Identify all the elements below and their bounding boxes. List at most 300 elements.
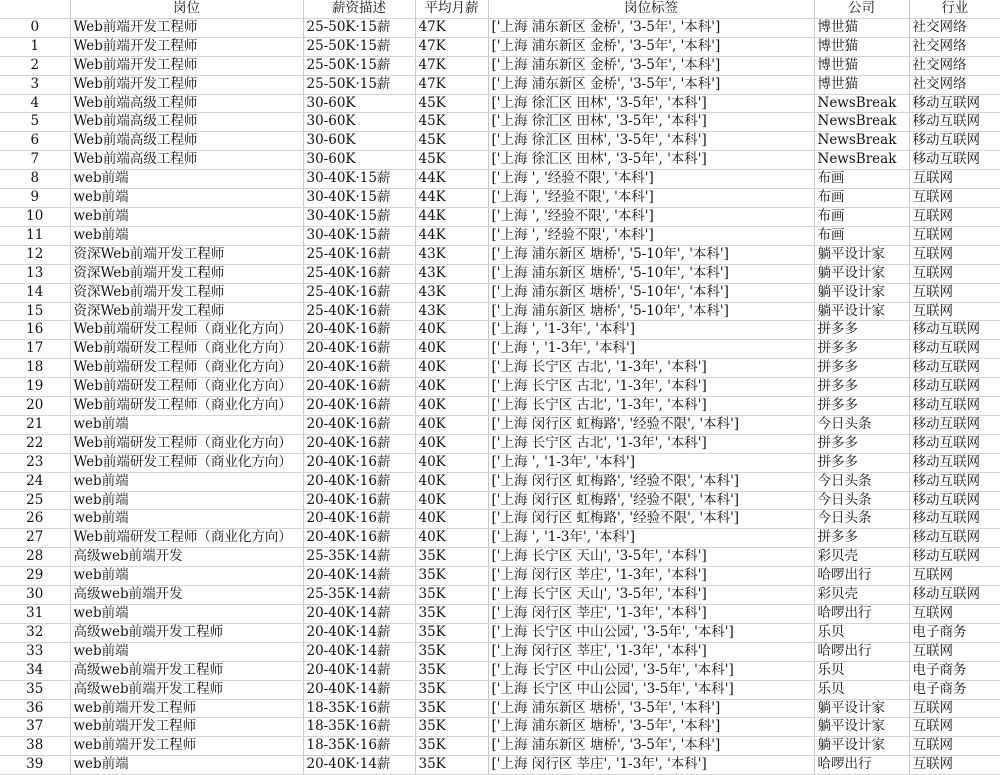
row-index: 28 <box>0 548 70 567</box>
tags-cell: ['上海 长宁区 中山公园', '3-5年', '本科'] <box>488 661 814 680</box>
position-cell: web前端开发工程师 <box>70 737 303 756</box>
table-row <box>0 453 1000 472</box>
avg-salary-cell: 44K <box>415 189 488 208</box>
industry-cell: 移动互联网 <box>909 434 1000 453</box>
table-row <box>0 529 1000 548</box>
company-cell: 布画 <box>814 226 909 245</box>
salary-cell: 20-40K·16薪 <box>303 453 415 472</box>
company-cell: 躺平设计家 <box>814 699 909 718</box>
avg-salary-cell: 44K <box>415 226 488 245</box>
salary-cell: 20-40K·16薪 <box>303 510 415 529</box>
company-cell: 拼多多 <box>814 378 909 397</box>
salary-cell: 25-40K·16薪 <box>303 245 415 264</box>
table-row <box>0 397 1000 416</box>
company-cell: 博世猫 <box>814 18 909 37</box>
avg-salary-cell: 35K <box>415 680 488 699</box>
company-cell: 躺平设计家 <box>814 737 909 756</box>
company-cell: NewsBreak <box>814 132 909 151</box>
avg-salary-cell: 40K <box>415 359 488 378</box>
table-row <box>0 245 1000 264</box>
row-index: 16 <box>0 321 70 340</box>
row-index: 11 <box>0 226 70 245</box>
company-cell: 躺平设计家 <box>814 264 909 283</box>
avg-salary-cell: 40K <box>415 472 488 491</box>
industry-cell: 移动互联网 <box>909 151 1000 170</box>
header-avg-salary: 平均月薪 <box>415 0 488 18</box>
avg-salary-cell: 35K <box>415 605 488 624</box>
tags-cell: ['上海 闵行区 虹梅路', '经验不限', '本科'] <box>488 415 814 434</box>
avg-salary-cell: 35K <box>415 737 488 756</box>
industry-cell: 互联网 <box>909 756 1000 775</box>
avg-salary-cell: 35K <box>415 623 488 642</box>
salary-cell: 30-60K <box>303 113 415 132</box>
industry-cell: 移动互联网 <box>909 586 1000 605</box>
table-row <box>0 567 1000 586</box>
row-index: 0 <box>0 18 70 37</box>
table-row <box>0 94 1000 113</box>
company-cell: 博世猫 <box>814 37 909 56</box>
position-cell: Web前端开发工程师 <box>70 56 303 75</box>
row-index: 34 <box>0 661 70 680</box>
tags-cell: ['上海 浦东新区 金桥', '3-5年', '本科'] <box>488 37 814 56</box>
avg-salary-cell: 47K <box>415 18 488 37</box>
avg-salary-cell: 40K <box>415 378 488 397</box>
company-cell: 拼多多 <box>814 529 909 548</box>
industry-cell: 移动互联网 <box>909 113 1000 132</box>
position-cell: 高级web前端开发工程师 <box>70 661 303 680</box>
salary-cell: 20-40K·16薪 <box>303 472 415 491</box>
industry-cell: 互联网 <box>909 302 1000 321</box>
salary-cell: 25-50K·15薪 <box>303 75 415 94</box>
table-row <box>0 680 1000 699</box>
row-index: 14 <box>0 283 70 302</box>
row-index: 29 <box>0 567 70 586</box>
tags-cell: ['上海 闵行区 虹梅路', '经验不限', '本科'] <box>488 510 814 529</box>
salary-cell: 30-40K·15薪 <box>303 189 415 208</box>
industry-cell: 移动互联网 <box>909 415 1000 434</box>
tags-cell: ['上海 长宁区 古北', '1-3年', '本科'] <box>488 359 814 378</box>
industry-cell: 移动互联网 <box>909 397 1000 416</box>
tags-cell: ['上海 浦东新区 塘桥', '5-10年', '本科'] <box>488 264 814 283</box>
position-cell: 资深Web前端开发工程师 <box>70 245 303 264</box>
salary-cell: 25-50K·15薪 <box>303 56 415 75</box>
row-index: 3 <box>0 75 70 94</box>
industry-cell: 互联网 <box>909 264 1000 283</box>
company-cell: 今日头条 <box>814 472 909 491</box>
table-row <box>0 510 1000 529</box>
company-cell: 拼多多 <box>814 453 909 472</box>
salary-cell: 25-40K·16薪 <box>303 264 415 283</box>
industry-cell: 社交网络 <box>909 18 1000 37</box>
row-index: 26 <box>0 510 70 529</box>
header-position: 岗位 <box>70 0 303 18</box>
company-cell: 拼多多 <box>814 359 909 378</box>
table-row <box>0 340 1000 359</box>
avg-salary-cell: 35K <box>415 586 488 605</box>
industry-cell: 移动互联网 <box>909 491 1000 510</box>
industry-cell: 移动互联网 <box>909 548 1000 567</box>
position-cell: web前端 <box>70 756 303 775</box>
row-index: 21 <box>0 415 70 434</box>
position-cell: Web前端研发工程师（商业化方向） <box>70 397 303 416</box>
row-index: 1 <box>0 37 70 56</box>
salary-cell: 25-50K·15薪 <box>303 18 415 37</box>
row-index: 27 <box>0 529 70 548</box>
industry-cell: 移动互联网 <box>909 472 1000 491</box>
avg-salary-cell: 35K <box>415 548 488 567</box>
table-row <box>0 264 1000 283</box>
tags-cell: ['上海 长宁区 古北', '1-3年', '本科'] <box>488 378 814 397</box>
salary-cell: 20-40K·14薪 <box>303 756 415 775</box>
tags-cell: ['上海 ', '1-3年', '本科'] <box>488 453 814 472</box>
avg-salary-cell: 40K <box>415 415 488 434</box>
position-cell: web前端 <box>70 472 303 491</box>
tags-cell: ['上海 徐汇区 田林', '3-5年', '本科'] <box>488 151 814 170</box>
row-index: 24 <box>0 472 70 491</box>
table-row <box>0 359 1000 378</box>
row-index: 38 <box>0 737 70 756</box>
avg-salary-cell: 43K <box>415 245 488 264</box>
salary-cell: 20-40K·14薪 <box>303 623 415 642</box>
industry-cell: 移动互联网 <box>909 359 1000 378</box>
company-cell: 乐贝 <box>814 680 909 699</box>
salary-cell: 20-40K·16薪 <box>303 340 415 359</box>
industry-cell: 移动互联网 <box>909 378 1000 397</box>
tags-cell: ['上海 闵行区 莘庄', '1-3年', '本科'] <box>488 756 814 775</box>
industry-cell: 移动互联网 <box>909 453 1000 472</box>
table-row <box>0 151 1000 170</box>
row-index: 4 <box>0 94 70 113</box>
industry-cell: 移动互联网 <box>909 132 1000 151</box>
tags-cell: ['上海 ', '经验不限', '本科'] <box>488 189 814 208</box>
industry-cell: 互联网 <box>909 226 1000 245</box>
row-index: 8 <box>0 170 70 189</box>
table-row <box>0 623 1000 642</box>
salary-cell: 18-35K·16薪 <box>303 737 415 756</box>
tags-cell: ['上海 浦东新区 塘桥', '5-10年', '本科'] <box>488 245 814 264</box>
position-cell: 资深Web前端开发工程师 <box>70 264 303 283</box>
row-index: 12 <box>0 245 70 264</box>
salary-cell: 18-35K·16薪 <box>303 718 415 737</box>
table-row <box>0 718 1000 737</box>
table-row <box>0 302 1000 321</box>
avg-salary-cell: 40K <box>415 397 488 416</box>
position-cell: web前端 <box>70 207 303 226</box>
salary-cell: 20-40K·16薪 <box>303 321 415 340</box>
table-row <box>0 699 1000 718</box>
table-row <box>0 472 1000 491</box>
position-cell: 高级web前端开发 <box>70 548 303 567</box>
company-cell: 躺平设计家 <box>814 718 909 737</box>
industry-cell: 社交网络 <box>909 75 1000 94</box>
industry-cell: 移动互联网 <box>909 529 1000 548</box>
table-row <box>0 378 1000 397</box>
table-row <box>0 207 1000 226</box>
table-row <box>0 756 1000 775</box>
company-cell: 彩贝壳 <box>814 586 909 605</box>
position-cell: Web前端开发工程师 <box>70 37 303 56</box>
company-cell: 哈啰出行 <box>814 756 909 775</box>
row-index: 5 <box>0 113 70 132</box>
position-cell: web前端 <box>70 170 303 189</box>
row-index: 6 <box>0 132 70 151</box>
position-cell: Web前端高级工程师 <box>70 132 303 151</box>
row-index: 18 <box>0 359 70 378</box>
company-cell: 哈啰出行 <box>814 567 909 586</box>
table-row <box>0 605 1000 624</box>
salary-cell: 30-60K <box>303 94 415 113</box>
company-cell: 今日头条 <box>814 415 909 434</box>
avg-salary-cell: 45K <box>415 113 488 132</box>
position-cell: web前端 <box>70 226 303 245</box>
company-cell: NewsBreak <box>814 94 909 113</box>
avg-salary-cell: 47K <box>415 37 488 56</box>
position-cell: Web前端研发工程师（商业化方向） <box>70 434 303 453</box>
salary-cell: 30-40K·15薪 <box>303 226 415 245</box>
tags-cell: ['上海 ', '经验不限', '本科'] <box>488 226 814 245</box>
salary-cell: 20-40K·16薪 <box>303 491 415 510</box>
row-index: 39 <box>0 756 70 775</box>
company-cell: 拼多多 <box>814 340 909 359</box>
position-cell: Web前端研发工程师（商业化方向） <box>70 359 303 378</box>
header-tags: 岗位标签 <box>488 0 814 18</box>
tags-cell: ['上海 ', '1-3年', '本科'] <box>488 340 814 359</box>
position-cell: web前端 <box>70 189 303 208</box>
company-cell: 躺平设计家 <box>814 283 909 302</box>
table-row <box>0 56 1000 75</box>
row-index: 33 <box>0 642 70 661</box>
salary-cell: 25-35K·14薪 <box>303 586 415 605</box>
salary-cell: 20-40K·14薪 <box>303 680 415 699</box>
industry-cell: 移动互联网 <box>909 94 1000 113</box>
company-cell: 今日头条 <box>814 491 909 510</box>
row-index: 2 <box>0 56 70 75</box>
company-cell: 乐贝 <box>814 623 909 642</box>
salary-cell: 30-60K <box>303 151 415 170</box>
industry-cell: 社交网络 <box>909 37 1000 56</box>
industry-cell: 互联网 <box>909 245 1000 264</box>
industry-cell: 移动互联网 <box>909 340 1000 359</box>
company-cell: 拼多多 <box>814 434 909 453</box>
industry-cell: 互联网 <box>909 737 1000 756</box>
salary-cell: 20-40K·14薪 <box>303 567 415 586</box>
table-row <box>0 415 1000 434</box>
table-row <box>0 113 1000 132</box>
row-index: 10 <box>0 207 70 226</box>
row-index: 9 <box>0 189 70 208</box>
row-index: 17 <box>0 340 70 359</box>
tags-cell: ['上海 长宁区 中山公园', '3-5年', '本科'] <box>488 623 814 642</box>
avg-salary-cell: 40K <box>415 510 488 529</box>
salary-cell: 20-40K·16薪 <box>303 415 415 434</box>
tags-cell: ['上海 浦东新区 塘桥', '3-5年', '本科'] <box>488 737 814 756</box>
salary-cell: 30-40K·15薪 <box>303 207 415 226</box>
company-cell: 博世猫 <box>814 75 909 94</box>
salary-cell: 25-40K·16薪 <box>303 283 415 302</box>
position-cell: Web前端研发工程师（商业化方向） <box>70 340 303 359</box>
header-row <box>0 0 1000 18</box>
tags-cell: ['上海 ', '经验不限', '本科'] <box>488 170 814 189</box>
table-row <box>0 661 1000 680</box>
industry-cell: 社交网络 <box>909 56 1000 75</box>
industry-cell: 互联网 <box>909 605 1000 624</box>
tags-cell: ['上海 长宁区 天山', '3-5年', '本科'] <box>488 548 814 567</box>
salary-cell: 20-40K·16薪 <box>303 434 415 453</box>
industry-cell: 移动互联网 <box>909 510 1000 529</box>
industry-cell: 互联网 <box>909 642 1000 661</box>
salary-cell: 20-40K·14薪 <box>303 661 415 680</box>
tags-cell: ['上海 长宁区 古北', '1-3年', '本科'] <box>488 397 814 416</box>
row-index: 30 <box>0 586 70 605</box>
salary-cell: 20-40K·16薪 <box>303 529 415 548</box>
table-row <box>0 37 1000 56</box>
tags-cell: ['上海 长宁区 天山', '3-5年', '本科'] <box>488 586 814 605</box>
avg-salary-cell: 43K <box>415 302 488 321</box>
company-cell: 布画 <box>814 189 909 208</box>
industry-cell: 互联网 <box>909 567 1000 586</box>
avg-salary-cell: 40K <box>415 434 488 453</box>
position-cell: Web前端研发工程师（商业化方向） <box>70 453 303 472</box>
avg-salary-cell: 40K <box>415 529 488 548</box>
table-row <box>0 132 1000 151</box>
industry-cell: 互联网 <box>909 189 1000 208</box>
position-cell: 资深Web前端开发工程师 <box>70 283 303 302</box>
tags-cell: ['上海 浦东新区 塘桥', '3-5年', '本科'] <box>488 699 814 718</box>
avg-salary-cell: 35K <box>415 699 488 718</box>
table-row <box>0 189 1000 208</box>
tags-cell: ['上海 ', '1-3年', '本科'] <box>488 321 814 340</box>
position-cell: Web前端高级工程师 <box>70 94 303 113</box>
row-index: 15 <box>0 302 70 321</box>
avg-salary-cell: 43K <box>415 283 488 302</box>
avg-salary-cell: 35K <box>415 567 488 586</box>
avg-salary-cell: 35K <box>415 718 488 737</box>
avg-salary-cell: 47K <box>415 56 488 75</box>
industry-cell: 互联网 <box>909 699 1000 718</box>
row-index: 23 <box>0 453 70 472</box>
avg-salary-cell: 35K <box>415 661 488 680</box>
position-cell: Web前端开发工程师 <box>70 75 303 94</box>
table-row <box>0 321 1000 340</box>
avg-salary-cell: 45K <box>415 132 488 151</box>
company-cell: 彩贝壳 <box>814 548 909 567</box>
position-cell: Web前端研发工程师（商业化方向） <box>70 378 303 397</box>
avg-salary-cell: 45K <box>415 151 488 170</box>
salary-cell: 30-60K <box>303 132 415 151</box>
salary-cell: 20-40K·14薪 <box>303 605 415 624</box>
avg-salary-cell: 44K <box>415 207 488 226</box>
row-index: 37 <box>0 718 70 737</box>
position-cell: Web前端研发工程师（商业化方向） <box>70 321 303 340</box>
tags-cell: ['上海 浦东新区 金桥', '3-5年', '本科'] <box>488 18 814 37</box>
row-index: 20 <box>0 397 70 416</box>
table-row <box>0 170 1000 189</box>
avg-salary-cell: 35K <box>415 756 488 775</box>
salary-cell: 20-40K·14薪 <box>303 642 415 661</box>
position-cell: web前端 <box>70 491 303 510</box>
position-cell: web前端 <box>70 510 303 529</box>
tags-cell: ['上海 浦东新区 塘桥', '5-10年', '本科'] <box>488 283 814 302</box>
table-row <box>0 283 1000 302</box>
industry-cell: 电子商务 <box>909 623 1000 642</box>
table-row <box>0 226 1000 245</box>
table-row <box>0 491 1000 510</box>
table-row <box>0 586 1000 605</box>
position-cell: 资深Web前端开发工程师 <box>70 302 303 321</box>
company-cell: 躺平设计家 <box>814 245 909 264</box>
table-row <box>0 548 1000 567</box>
table-row <box>0 18 1000 37</box>
position-cell: web前端 <box>70 567 303 586</box>
industry-cell: 互联网 <box>909 283 1000 302</box>
salary-cell: 20-40K·16薪 <box>303 378 415 397</box>
company-cell: 今日头条 <box>814 510 909 529</box>
salary-cell: 30-40K·15薪 <box>303 170 415 189</box>
tags-cell: ['上海 ', '1-3年', '本科'] <box>488 529 814 548</box>
position-cell: 高级web前端开发工程师 <box>70 623 303 642</box>
company-cell: 乐贝 <box>814 661 909 680</box>
position-cell: web前端 <box>70 415 303 434</box>
row-index: 35 <box>0 680 70 699</box>
tags-cell: ['上海 浦东新区 金桥', '3-5年', '本科'] <box>488 56 814 75</box>
position-cell: web前端 <box>70 605 303 624</box>
position-cell: 高级web前端开发 <box>70 586 303 605</box>
row-index: 22 <box>0 434 70 453</box>
industry-cell: 电子商务 <box>909 661 1000 680</box>
avg-salary-cell: 40K <box>415 491 488 510</box>
industry-cell: 互联网 <box>909 207 1000 226</box>
avg-salary-cell: 45K <box>415 94 488 113</box>
table-row <box>0 737 1000 756</box>
row-index: 13 <box>0 264 70 283</box>
company-cell: NewsBreak <box>814 151 909 170</box>
table-row <box>0 642 1000 661</box>
row-index: 19 <box>0 378 70 397</box>
table-row <box>0 75 1000 94</box>
tags-cell: ['上海 长宁区 中山公园', '3-5年', '本科'] <box>488 680 814 699</box>
position-cell: Web前端高级工程师 <box>70 113 303 132</box>
company-cell: 躺平设计家 <box>814 302 909 321</box>
tags-cell: ['上海 闵行区 虹梅路', '经验不限', '本科'] <box>488 491 814 510</box>
position-cell: Web前端研发工程师（商业化方向） <box>70 529 303 548</box>
tags-cell: ['上海 徐汇区 田林', '3-5年', '本科'] <box>488 132 814 151</box>
company-cell: 布画 <box>814 207 909 226</box>
avg-salary-cell: 40K <box>415 340 488 359</box>
header-industry: 行业 <box>909 0 1000 18</box>
avg-salary-cell: 43K <box>415 264 488 283</box>
avg-salary-cell: 35K <box>415 642 488 661</box>
position-cell: 高级web前端开发工程师 <box>70 680 303 699</box>
position-cell: web前端 <box>70 642 303 661</box>
tags-cell: ['上海 闵行区 莘庄', '1-3年', '本科'] <box>488 605 814 624</box>
company-cell: 哈啰出行 <box>814 642 909 661</box>
salary-cell: 20-40K·16薪 <box>303 397 415 416</box>
industry-cell: 电子商务 <box>909 680 1000 699</box>
position-cell: Web前端开发工程师 <box>70 18 303 37</box>
tags-cell: ['上海 闵行区 莘庄', '1-3年', '本科'] <box>488 642 814 661</box>
position-cell: web前端开发工程师 <box>70 699 303 718</box>
header-company: 公司 <box>814 0 909 18</box>
industry-cell: 互联网 <box>909 718 1000 737</box>
tags-cell: ['上海 闵行区 莘庄', '1-3年', '本科'] <box>488 567 814 586</box>
tags-cell: ['上海 长宁区 古北', '1-3年', '本科'] <box>488 434 814 453</box>
tags-cell: ['上海 徐汇区 田林', '3-5年', '本科'] <box>488 113 814 132</box>
position-cell: web前端开发工程师 <box>70 718 303 737</box>
tags-cell: ['上海 徐汇区 田林', '3-5年', '本科'] <box>488 94 814 113</box>
header-index <box>0 0 70 18</box>
row-index: 32 <box>0 623 70 642</box>
row-index: 25 <box>0 491 70 510</box>
